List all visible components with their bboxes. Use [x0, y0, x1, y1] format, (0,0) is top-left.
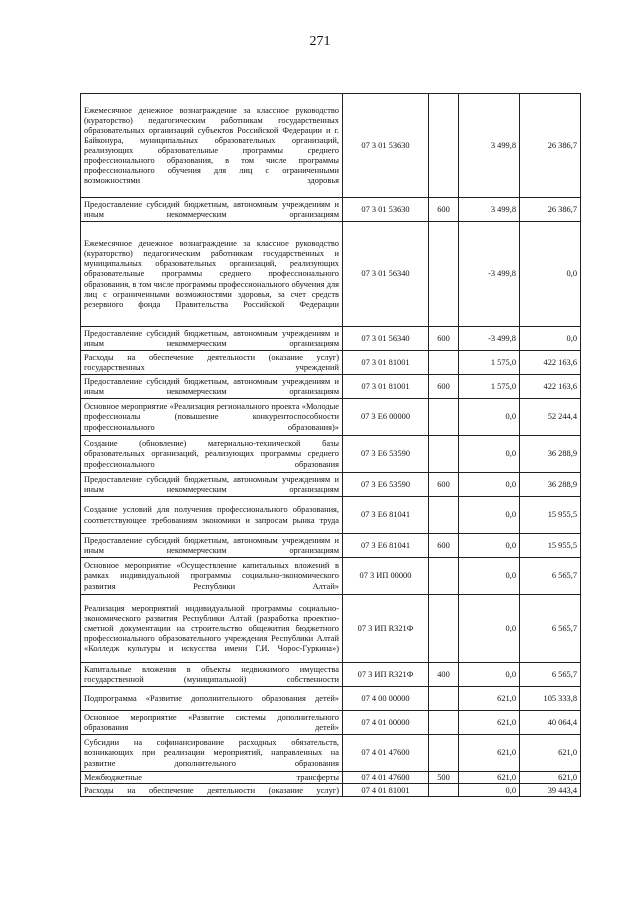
table-cell-amount-total: 6 565,7: [520, 558, 581, 595]
table-cell-amount-change: -3 499,8: [459, 222, 520, 327]
table-cell-amount-change: 3 499,8: [459, 94, 520, 198]
budget-table-body: [81, 94, 581, 797]
table-cell-amount-total: 621,0: [520, 735, 581, 772]
table-cell-expense-type: [429, 399, 459, 436]
table-cell-amount-total: 105 333,8: [520, 687, 581, 711]
table-row: [81, 735, 581, 772]
table-cell-name: Создание условий для получения профессионального образования, соответствующее требованиям экономики и запросам рынка труда: [81, 497, 343, 534]
table-cell-amount-total: 40 064,4: [520, 711, 581, 735]
table-cell-name: Ежемесячное денежное вознаграждение за классное руководство (кураторство) педагогическим работникам государственных образовательных организаций субъектов Российской Федерации и г. Байконура, муниципальных образовательных организаций, реализующих образовательные программы среднего профессионального образования, в том числе программы профессионального обучения для лиц с ограниченными возможностями здоровья: [81, 94, 343, 198]
table-cell-code: 07 4 01 47600: [343, 772, 429, 784]
table-cell-expense-type: [429, 711, 459, 735]
table-row: [81, 595, 581, 663]
table-cell-name: Межбюджетные трансферты: [81, 772, 343, 784]
table-cell-expense-type: 600: [429, 375, 459, 399]
table-cell-amount-total: 36 288,9: [520, 473, 581, 497]
table-cell-expense-type: [429, 735, 459, 772]
table-cell-amount-change: 0,0: [459, 595, 520, 663]
table-cell-amount-change: 0,0: [459, 784, 520, 797]
table-cell-code: 07 3 Е6 81041: [343, 534, 429, 558]
table-cell-expense-type: 600: [429, 473, 459, 497]
table-cell-code: 07 3 01 56340: [343, 222, 429, 327]
table-row: [81, 351, 581, 375]
table-cell-expense-type: 500: [429, 772, 459, 784]
table-row: [81, 327, 581, 351]
table-cell-code: 07 3 01 53630: [343, 94, 429, 198]
table-cell-code: 07 3 01 81001: [343, 351, 429, 375]
table-cell-expense-type: [429, 687, 459, 711]
table-cell-amount-change: 0,0: [459, 399, 520, 436]
table-cell-amount-change: 0,0: [459, 534, 520, 558]
table-cell-amount-total: 15 955,5: [520, 497, 581, 534]
table-cell-expense-type: [429, 497, 459, 534]
table-cell-expense-type: [429, 595, 459, 663]
table-row: [81, 222, 581, 327]
table-row: [81, 663, 581, 687]
table-cell-name: Основное мероприятие «Осуществление капитальных вложений в рамках индивидуальной программы социально-экономического развития Республики Алтай»: [81, 558, 343, 595]
table-cell-amount-change: 3 499,8: [459, 198, 520, 222]
table-cell-code: 07 4 00 00000: [343, 687, 429, 711]
table-cell-amount-total: 26 386,7: [520, 198, 581, 222]
table-cell-expense-type: [429, 351, 459, 375]
table-cell-code: 07 3 01 53630: [343, 198, 429, 222]
table-cell-amount-change: 1 575,0: [459, 375, 520, 399]
table-row: [81, 497, 581, 534]
table-cell-name: Предоставление субсидий бюджетным, автономным учреждениям и иным некоммерческим организациям: [81, 198, 343, 222]
table-cell-name: Предоставление субсидий бюджетным, автономным учреждениям и иным некоммерческим организациям: [81, 375, 343, 399]
table-cell-code: 07 3 Е6 53590: [343, 436, 429, 473]
table-cell-code: 07 3 Е6 00000: [343, 399, 429, 436]
table-row: [81, 198, 581, 222]
table-cell-amount-change: 0,0: [459, 663, 520, 687]
table-cell-code: 07 3 ИП R321Ф: [343, 595, 429, 663]
table-cell-expense-type: [429, 436, 459, 473]
table-cell-amount-total: 621,0: [520, 772, 581, 784]
table-row: [81, 94, 581, 198]
table-cell-amount-total: 6 565,7: [520, 595, 581, 663]
table-cell-name: Расходы на обеспечение деятельности (оказание услуг) государственных учреждений: [81, 351, 343, 375]
table-cell-amount-total: 15 955,5: [520, 534, 581, 558]
table-cell-code: 07 4 01 81001: [343, 784, 429, 797]
table-cell-amount-change: 621,0: [459, 711, 520, 735]
table-cell-code: 07 3 01 56340: [343, 327, 429, 351]
table-cell-code: 07 3 ИП R321Ф: [343, 663, 429, 687]
table-cell-code: 07 3 01 81001: [343, 375, 429, 399]
table-cell-amount-total: 422 163,6: [520, 375, 581, 399]
table-cell-name: Основное мероприятие «Развитие системы дополнительного образования детей»: [81, 711, 343, 735]
budget-table: [80, 93, 581, 797]
table-cell-name: Реализация мероприятий индивидуальной программы социально-экономического развития Республики Алтай (разработка проектно-сметной документации на строительство общежития бюджетного профессионального образовательного учреждения Республики Алтай «Колледж культуры и искусства имени Г.И. Чорос-Гуркина»): [81, 595, 343, 663]
table-cell-code: 07 4 01 00000: [343, 711, 429, 735]
table-cell-expense-type: 400: [429, 663, 459, 687]
table-cell-amount-total: 39 443,4: [520, 784, 581, 797]
table-cell-amount-change: 0,0: [459, 473, 520, 497]
table-row: [81, 687, 581, 711]
table-row: [81, 784, 581, 797]
table-cell-name: Подпрограмма «Развитие дополнительного образования детей»: [81, 687, 343, 711]
table-cell-amount-change: 621,0: [459, 735, 520, 772]
table-cell-name: Предоставление субсидий бюджетным, автономным учреждениям и иным некоммерческим организациям: [81, 534, 343, 558]
table-cell-expense-type: 600: [429, 327, 459, 351]
table-cell-amount-total: 52 244,4: [520, 399, 581, 436]
table-cell-amount-total: 422 163,6: [520, 351, 581, 375]
table-cell-amount-change: -3 499,8: [459, 327, 520, 351]
table-cell-code: 07 4 01 47600: [343, 735, 429, 772]
table-cell-name: Капитальные вложения в объекты недвижимого имущества государственной (муниципальной) собственности: [81, 663, 343, 687]
table-cell-amount-total: 36 288,9: [520, 436, 581, 473]
table-cell-amount-change: 621,0: [459, 772, 520, 784]
table-cell-amount-change: 0,0: [459, 558, 520, 595]
table-row: [81, 772, 581, 784]
table-row: [81, 558, 581, 595]
table-cell-amount-change: 0,0: [459, 497, 520, 534]
table-cell-code: 07 3 Е6 53590: [343, 473, 429, 497]
table-row: [81, 711, 581, 735]
table-cell-expense-type: [429, 222, 459, 327]
page-number: 271: [309, 34, 331, 49]
table-row: [81, 436, 581, 473]
table-cell-amount-total: 0,0: [520, 327, 581, 351]
table-cell-expense-type: [429, 94, 459, 198]
table-cell-expense-type: [429, 784, 459, 797]
table-cell-name: Ежемесячное денежное вознаграждение за классное руководство (кураторство) педагогическим работникам государственных и муниципальных образовательных организаций, реализующих образовательные программы среднего профессионального образования, в том числе программы профессионального обучения для лиц с ограниченными возможностями здоровья, за счет средств резервного фонда Правительства Российской Федерации: [81, 222, 343, 327]
table-cell-amount-change: 0,0: [459, 436, 520, 473]
table-cell-expense-type: 600: [429, 534, 459, 558]
table-cell-code: 07 3 ИП 00000: [343, 558, 429, 595]
table-row: [81, 534, 581, 558]
table-row: [81, 473, 581, 497]
table-cell-amount-change: 621,0: [459, 687, 520, 711]
table-cell-name: Предоставление субсидий бюджетным, автономным учреждениям и иным некоммерческим организациям: [81, 473, 343, 497]
table-cell-amount-change: 1 575,0: [459, 351, 520, 375]
table-cell-expense-type: 600: [429, 198, 459, 222]
table-cell-amount-total: 6 565,7: [520, 663, 581, 687]
table-cell-amount-total: 26 386,7: [520, 94, 581, 198]
table-cell-name: Основное мероприятие «Реализация регионального проекта «Молодые профессионалы (повышение конкурентоспособности профессионального образования)»: [81, 399, 343, 436]
table-cell-name: Расходы на обеспечение деятельности (оказание услуг): [81, 784, 343, 797]
table-cell-code: 07 3 Е6 81041: [343, 497, 429, 534]
table-cell-expense-type: [429, 558, 459, 595]
table-row: [81, 375, 581, 399]
table-cell-name: Субсидии на софинансирование расходных обязательств, возникающих при реализации мероприятий, направленных на развитие дополнительного образования: [81, 735, 343, 772]
table-cell-amount-total: 0,0: [520, 222, 581, 327]
table-cell-name: Создание (обновление) материально-технической базы образовательных организаций, реализующих программы среднего профессионального образования: [81, 436, 343, 473]
table-cell-name: Предоставление субсидий бюджетным, автономным учреждениям и иным некоммерческим организациям: [81, 327, 343, 351]
table-row: [81, 399, 581, 436]
